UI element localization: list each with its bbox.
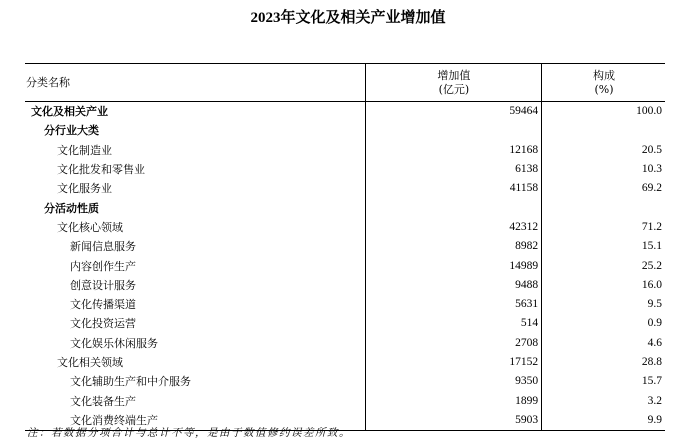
row-value: 5631: [365, 295, 541, 314]
footnote: 注：若数据分项合计与总计不等，是由于数值修约误差所致。: [27, 427, 351, 439]
table-row: [25, 256, 665, 275]
row-share: 0.9: [542, 314, 665, 333]
row-share: 100.0: [542, 102, 665, 122]
row-name: 文化装备生产: [70, 394, 136, 408]
row-value: 1899: [365, 391, 541, 410]
header-share: [542, 64, 665, 102]
table-row: [25, 218, 665, 237]
row-name: 文化传播渠道: [70, 298, 136, 312]
table-row: [25, 334, 665, 353]
row-share: 28.8: [542, 353, 665, 372]
row-value: 17152: [365, 353, 541, 372]
row-name: 文化及相关产业: [31, 105, 108, 119]
table-row: [25, 102, 665, 122]
row-name: 文化制造业: [57, 143, 112, 157]
row-value: 9350: [365, 372, 541, 391]
row-value: 59464: [365, 102, 541, 122]
table-row: [25, 237, 665, 256]
row-share: 9.5: [542, 295, 665, 314]
row-share: 9.9: [542, 411, 665, 431]
table-row: [25, 353, 665, 372]
header-value-label: 增加值: [437, 68, 471, 82]
header-category: 分类名称: [25, 64, 365, 102]
row-name: 文化批发和零售业: [57, 163, 145, 177]
row-value: [365, 121, 541, 140]
table-row: [25, 198, 665, 217]
table-row: [25, 391, 665, 410]
row-share: 4.6: [542, 334, 665, 353]
table-row: [25, 160, 665, 179]
row-value: 5903: [365, 411, 541, 431]
row-value: 12168: [365, 141, 541, 160]
page-title: 2023年文化及相关产业增加值: [250, 10, 446, 26]
header-value-unit: (亿元): [438, 82, 470, 96]
row-name: 分行业大类: [44, 124, 99, 138]
row-name: 新闻信息服务: [70, 240, 136, 254]
row-share: 71.2: [542, 218, 665, 237]
row-share: 15.1: [542, 237, 665, 256]
row-name: 文化核心领域: [57, 220, 123, 234]
row-value: 2708: [365, 334, 541, 353]
row-value: 14989: [365, 256, 541, 275]
header-share-unit: (%): [594, 82, 614, 96]
row-value: [365, 198, 541, 217]
row-value: 41158: [365, 179, 541, 198]
row-share: 15.7: [542, 372, 665, 391]
value-added-table: [25, 63, 665, 431]
row-share: 69.2: [542, 179, 665, 198]
row-share: [542, 198, 665, 217]
row-name: 内容创作生产: [70, 259, 136, 273]
row-share: 3.2: [542, 391, 665, 410]
table-row: [25, 276, 665, 295]
row-value: 8982: [365, 237, 541, 256]
table-body: [25, 102, 665, 431]
row-name: 分活动性质: [44, 201, 99, 215]
row-value: 9488: [365, 276, 541, 295]
row-share: [542, 121, 665, 140]
header-share-label: 构成: [593, 68, 616, 82]
table-row: [25, 141, 665, 160]
row-value: 6138: [365, 160, 541, 179]
table-row: [25, 295, 665, 314]
table-row: [25, 372, 665, 391]
row-share: 16.0: [542, 276, 665, 295]
row-name: 创意设计服务: [70, 278, 136, 292]
row-share: 10.3: [542, 160, 665, 179]
row-share: 20.5: [542, 141, 665, 160]
header-value: [365, 64, 541, 102]
table-header-row: [25, 64, 665, 102]
row-name: 文化辅助生产和中介服务: [70, 375, 191, 389]
table-row: [25, 179, 665, 198]
table-row: [25, 314, 665, 333]
row-name: 文化娱乐休闲服务: [70, 336, 158, 350]
row-name: 文化投资运营: [70, 317, 136, 331]
row-value: 42312: [365, 218, 541, 237]
row-name: 文化服务业: [57, 182, 112, 196]
row-value: 514: [365, 314, 541, 333]
row-name: 文化消费终端生产: [25, 411, 365, 431]
row-name: 文化相关领域: [57, 356, 123, 369]
table-row: [25, 121, 665, 140]
row-share: 25.2: [542, 256, 665, 275]
